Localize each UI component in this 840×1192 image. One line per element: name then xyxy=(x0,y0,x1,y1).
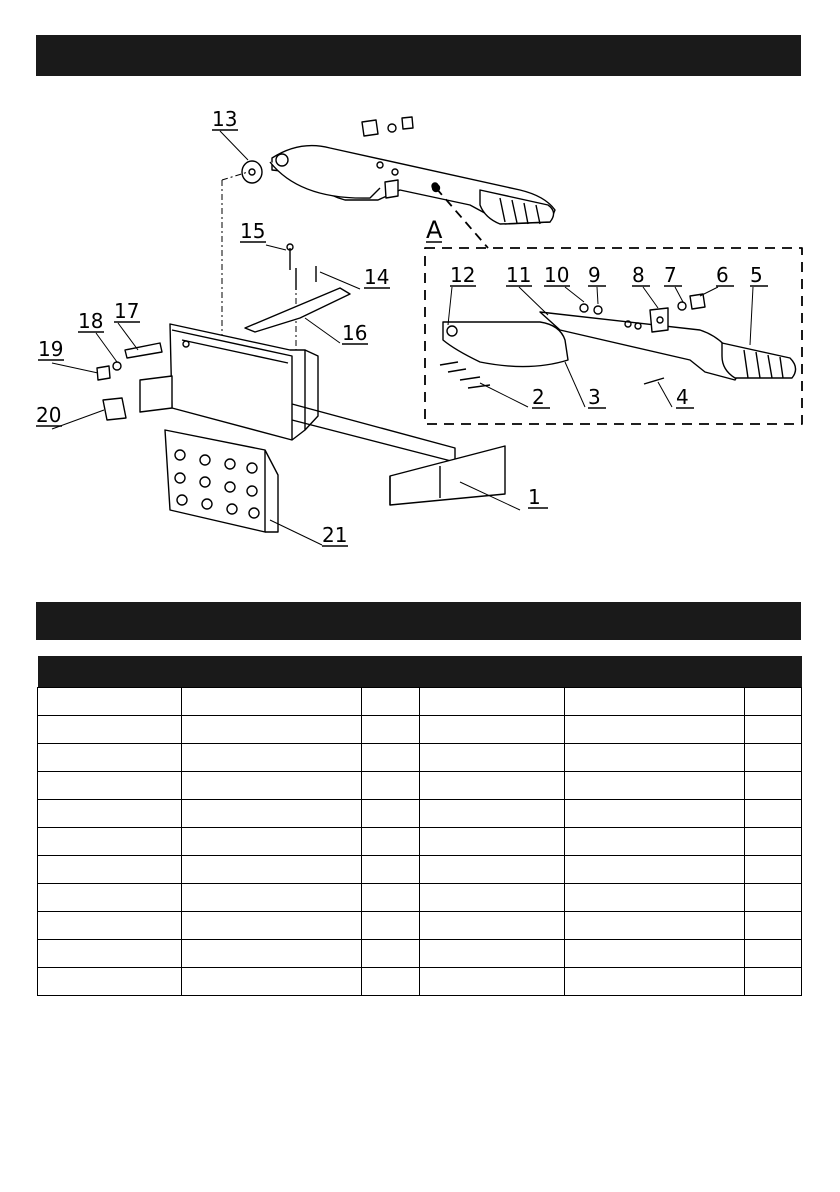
parts-list-table xyxy=(37,656,802,996)
table-cell xyxy=(420,772,565,800)
callout-12: 12 xyxy=(450,263,476,287)
table-cell xyxy=(745,968,802,996)
table-row xyxy=(38,744,802,772)
table-cell xyxy=(362,940,420,968)
table-cell xyxy=(420,884,565,912)
callout-14: 14 xyxy=(364,265,390,289)
table-cell xyxy=(420,912,565,940)
table-cell xyxy=(182,800,362,828)
table-cell xyxy=(182,688,362,716)
table-cell xyxy=(38,856,182,884)
callout-15: 15 xyxy=(240,219,266,243)
column-header xyxy=(745,656,802,688)
foot-plate xyxy=(165,430,278,532)
table-cell xyxy=(38,716,182,744)
callout-9: 9 xyxy=(588,263,601,287)
cutter-arm-assembly xyxy=(242,117,555,224)
callout-8: 8 xyxy=(632,263,645,287)
table-cell xyxy=(38,800,182,828)
callout-5: 5 xyxy=(750,263,763,287)
table-cell xyxy=(362,856,420,884)
table-cell xyxy=(565,800,745,828)
table-cell xyxy=(362,688,420,716)
table-row xyxy=(38,716,802,744)
exploded-parts-diagram xyxy=(0,80,840,580)
column-header xyxy=(38,656,182,688)
column-header xyxy=(182,656,362,688)
table-cell xyxy=(565,912,745,940)
table-cell xyxy=(38,772,182,800)
table-cell xyxy=(565,968,745,996)
table-cell xyxy=(182,884,362,912)
callout-2: 2 xyxy=(532,385,545,409)
callout-10: 10 xyxy=(544,263,570,287)
callout-3: 3 xyxy=(588,385,601,409)
table-cell xyxy=(362,828,420,856)
table-cell xyxy=(745,940,802,968)
table-cell xyxy=(745,912,802,940)
table-cell xyxy=(38,968,182,996)
table-cell xyxy=(420,968,565,996)
table-cell xyxy=(362,800,420,828)
table-cell xyxy=(420,828,565,856)
section-header-parts xyxy=(36,602,801,640)
table-cell xyxy=(565,884,745,912)
table-row xyxy=(38,912,802,940)
callout-6: 6 xyxy=(716,263,729,287)
table-header-row xyxy=(38,656,802,688)
table-cell xyxy=(362,912,420,940)
callout-1: 1 xyxy=(528,485,541,509)
column-header xyxy=(362,656,420,688)
table-cell xyxy=(745,828,802,856)
table-row xyxy=(38,968,802,996)
table-cell xyxy=(38,884,182,912)
table-cell xyxy=(182,940,362,968)
table-cell xyxy=(362,716,420,744)
table-cell xyxy=(565,716,745,744)
table-row xyxy=(38,772,802,800)
table-cell xyxy=(362,772,420,800)
table-cell xyxy=(420,940,565,968)
table-cell xyxy=(565,828,745,856)
callout-4: 4 xyxy=(676,385,689,409)
table-cell xyxy=(362,968,420,996)
section-header-diagram xyxy=(36,35,801,76)
table-cell xyxy=(38,940,182,968)
table-cell xyxy=(420,744,565,772)
table-row xyxy=(38,688,802,716)
callout-7: 7 xyxy=(664,263,677,287)
table-cell xyxy=(182,856,362,884)
table-cell xyxy=(565,856,745,884)
detail-a-parts xyxy=(440,294,796,388)
table-cell xyxy=(745,856,802,884)
table-cell xyxy=(745,800,802,828)
table-cell xyxy=(38,744,182,772)
callout-17: 17 xyxy=(114,299,140,323)
table-cell xyxy=(38,828,182,856)
table-cell xyxy=(420,688,565,716)
table-cell xyxy=(745,744,802,772)
table-cell xyxy=(362,884,420,912)
table-row xyxy=(38,940,802,968)
callout-13: 13 xyxy=(212,107,238,131)
table-cell xyxy=(362,744,420,772)
callout-11: 11 xyxy=(506,263,532,287)
table-cell xyxy=(745,716,802,744)
table-cell xyxy=(565,688,745,716)
table-cell xyxy=(38,688,182,716)
column-header xyxy=(420,656,565,688)
table-cell xyxy=(420,856,565,884)
table-cell xyxy=(745,688,802,716)
table-cell xyxy=(182,716,362,744)
table-cell xyxy=(420,716,565,744)
table-cell xyxy=(745,772,802,800)
callout-16: 16 xyxy=(342,321,368,345)
table-cell xyxy=(38,912,182,940)
table-row xyxy=(38,828,802,856)
table-cell xyxy=(420,800,565,828)
callout-21: 21 xyxy=(322,523,348,547)
table-row xyxy=(38,856,802,884)
table-row xyxy=(38,800,802,828)
table-cell xyxy=(182,828,362,856)
table-cell xyxy=(565,940,745,968)
table-cell xyxy=(745,884,802,912)
callout-18: 18 xyxy=(78,309,104,333)
callout-19: 19 xyxy=(38,337,64,361)
callout-20: 20 xyxy=(36,403,62,427)
table-row xyxy=(38,884,802,912)
detail-label-a: A xyxy=(426,216,443,244)
table-cell xyxy=(182,772,362,800)
table-cell xyxy=(565,744,745,772)
table-cell xyxy=(182,968,362,996)
table-cell xyxy=(182,744,362,772)
column-header xyxy=(565,656,745,688)
table-cell xyxy=(565,772,745,800)
table-cell xyxy=(182,912,362,940)
